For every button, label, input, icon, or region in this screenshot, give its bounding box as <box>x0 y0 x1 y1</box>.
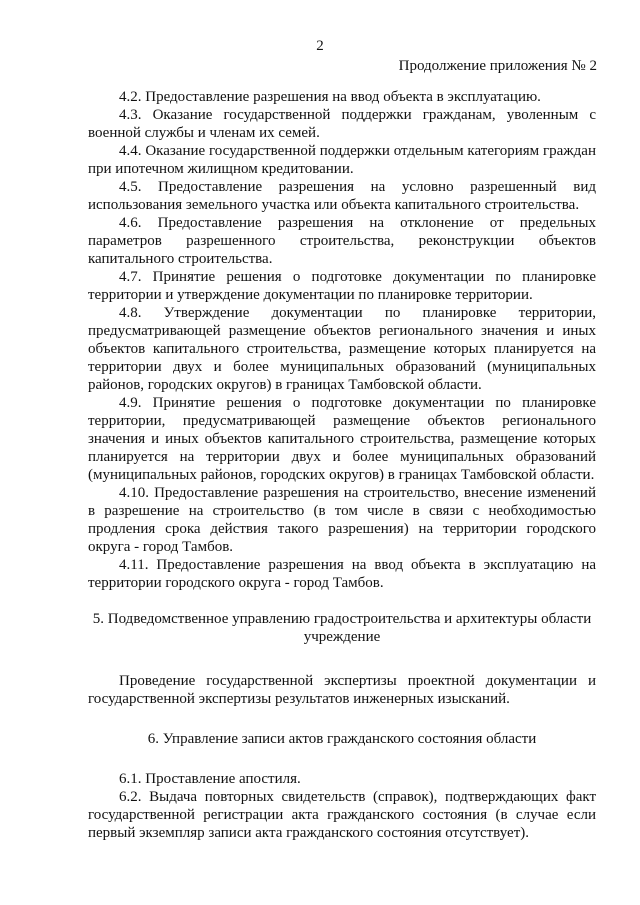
item-4-7: 4.7. Принятие решения о подготовке документации по планировке территории и утверждение документации по планировке территории. <box>88 269 596 303</box>
item-4-9: 4.9. Принятие решения о подготовке документации по планировке территории, предусматривающей размещение объектов регионального значения и иных объектов капитального строительства, размещение которых планируется на территории двух и более муниципальных образований (муниципальных районов, городских округов) в границах Тамбовской области. <box>88 395 596 483</box>
document-body <box>88 88 596 842</box>
page-number: 2 <box>316 38 324 54</box>
item-4-10: 4.10. Предоставление разрешения на строительство, внесение изменений в разрешение на строительство (в том числе в связи с необходимостью продления срока действия такого разрешения) на территории городского округа - город Тамбов. <box>88 485 596 555</box>
section-5-text: Проведение государственной экспертизы проектной документации и государственной экспертизы результатов инженерных изысканий. <box>88 673 596 707</box>
item-4-3: 4.3. Оказание государственной поддержки гражданам, уволенным с военной службы и членам их семей. <box>88 107 596 141</box>
section-6-heading: 6. Управление записи актов гражданского состояния области <box>147 731 537 747</box>
item-4-5: 4.5. Предоставление разрешения на условно разрешенный вид использования земельного участка или объекта капитального строительства. <box>88 179 596 213</box>
section-5-heading: 5. Подведомственное управлению градостроительства и архитектуры области учреждение <box>92 611 592 645</box>
item-4-8: 4.8. Утверждение документации по планировке территории, предусматривающей размещение объектов регионального значения и иных объектов капитального строительства, размещение которых планируется на территории двух и более муниципальных образований (муниципальных районов, городских округов) в границах Тамбовской области. <box>88 305 596 393</box>
item-4-11: 4.11. Предоставление разрешения на ввод объекта в эксплуатацию на территории городского округа - город Тамбов. <box>88 557 596 591</box>
item-4-6: 4.6. Предоставление разрешения на отклонение от предельных параметров разрешенного строительства, реконструкции объектов капитального строительства. <box>88 215 596 267</box>
item-6-2: 6.2. Выдача повторных свидетельств (справок), подтверждающих факт государственной регистрации акта гражданского состояния (в случае если первый экземпляр записи акта гражданского состояния отсутствует). <box>88 789 596 841</box>
item-4-2: 4.2. Предоставление разрешения на ввод объекта в эксплуатацию. <box>119 89 541 105</box>
item-6-1: 6.1. Проставление апостиля. <box>119 771 301 787</box>
item-4-4: 4.4. Оказание государственной поддержки отдельным категориям граждан при ипотечном жилищном кредитовании. <box>88 143 596 177</box>
appendix-continuation-label: Продолжение приложения № 2 <box>398 58 597 74</box>
